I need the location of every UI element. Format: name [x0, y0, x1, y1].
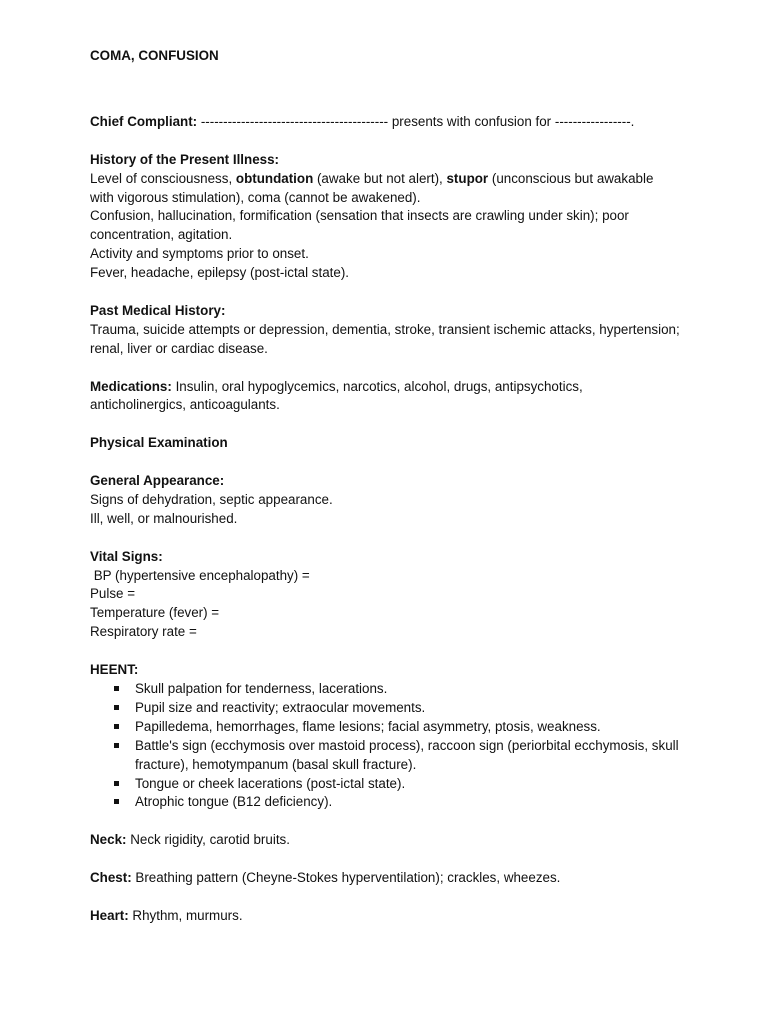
- vitals-bp: BP (hypertensive encephalopathy) =: [90, 567, 310, 583]
- chest-exam: Chest: Breathing pattern (Cheyne-Stokes hyperventilation); crackles, wheezes.: [90, 870, 561, 886]
- document-page: [90, 47, 680, 926]
- list-item: Tongue or cheek lacerations (post-ictal state).: [90, 775, 680, 794]
- heart-exam: Heart: Rhythm, murmurs.: [90, 907, 243, 923]
- pmh-heading: Past Medical History:: [90, 302, 226, 318]
- heent-heading: HEENT:: [90, 662, 139, 678]
- chief-complaint: Chief Compliant: ------------------------------------------ presents with confusion for -----------------.: [90, 113, 635, 129]
- list-item: Atrophic tongue (B12 deficiency).: [90, 793, 680, 812]
- hpi-consciousness: Level of consciousness, obtundation (awake but not alert), stupor (unconscious but awakable with vigorous stimulation), coma (cannot be awakened).: [90, 170, 654, 205]
- general-line-1: Signs of dehydration, septic appearance.: [90, 491, 333, 507]
- vitals-temperature: Temperature (fever) =: [90, 605, 220, 621]
- list-item: Pupil size and reactivity; extraocular movements.: [90, 699, 680, 718]
- hpi-confusion: Confusion, hallucination, formification (sensation that insects are crawling under skin); poor concentration, agitation.: [90, 208, 629, 243]
- list-item: Papilledema, hemorrhages, flame lesions; facial asymmetry, ptosis, weakness.: [90, 718, 680, 737]
- neck-exam: Neck: Neck rigidity, carotid bruits.: [90, 832, 290, 848]
- hpi-fever: Fever, headache, epilepsy (post-ictal state).: [90, 265, 350, 281]
- list-item: Skull palpation for tenderness, lacerations.: [90, 680, 680, 699]
- pmh-text: Trauma, suicide attempts or depression, dementia, stroke, transient ischemic attacks, hypertension; renal, liver or cardiac disease.: [90, 321, 680, 356]
- vitals-heading: Vital Signs:: [90, 548, 163, 564]
- vitals-respiratory-rate: Respiratory rate =: [90, 624, 197, 640]
- general-line-2: Ill, well, or malnourished.: [90, 510, 238, 526]
- hpi-heading: History of the Present Illness:: [90, 151, 280, 167]
- hpi-activity: Activity and symptoms prior to onset.: [90, 246, 309, 262]
- list-item: Battle's sign (ecchymosis over mastoid process), raccoon sign (periorbital ecchymosis, skull fracture), hemotympanum (basal skull fracture).: [90, 737, 680, 775]
- general-heading: General Appearance:: [90, 473, 225, 489]
- medications: Medications: Insulin, oral hypoglycemics, narcotics, alcohol, drugs, antipsychotics, anticholinergics, anticoagulants.: [90, 378, 583, 413]
- document-title: COMA, CONFUSION: [90, 48, 219, 63]
- heent-list: [90, 680, 680, 812]
- physical-exam-heading: Physical Examination: [90, 435, 228, 451]
- vitals-pulse: Pulse =: [90, 586, 136, 602]
